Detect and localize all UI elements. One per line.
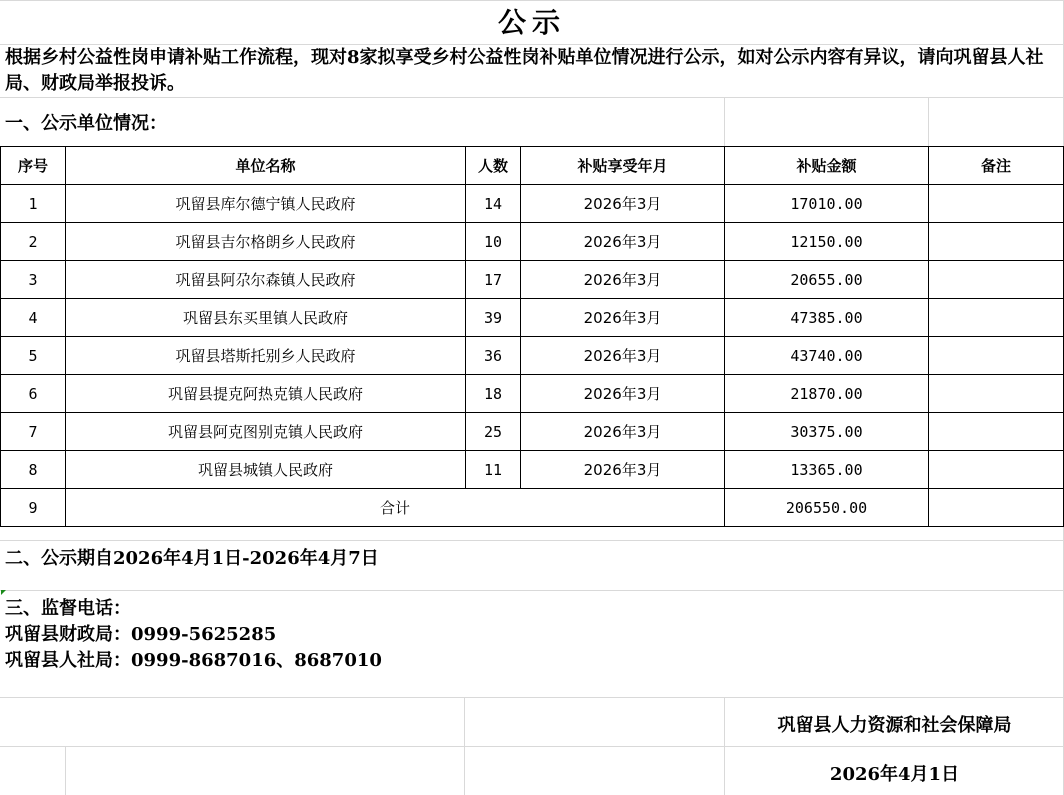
row-amount: 12150.00 [725,223,929,261]
table-total-row [1,489,1064,527]
row-amount: 30375.00 [725,413,929,451]
header-note: 备注 [929,147,1064,185]
row-no: 5 [1,337,66,375]
section-units-heading: 一、公示单位情况： [5,113,167,134]
total-amount: 206550.00 [725,489,929,527]
header-name: 单位名称 [66,147,466,185]
table-header-row [1,147,1064,185]
table-row [1,299,1064,337]
row-name: 巩留县城镇人民政府 [66,451,466,489]
row-amount: 20655.00 [725,261,929,299]
total-label: 合计 [66,489,725,527]
row-note [929,223,1064,261]
row-no: 7 [1,413,66,451]
page-title: 公示 [497,6,566,39]
row-note [929,185,1064,223]
section-period: 二、公示期自2026年4月1日-2026年4月7日 [5,548,379,569]
total-no: 9 [1,489,66,527]
row-month: 2026年3月 [521,413,725,451]
row-name: 巩留县塔斯托别乡人民政府 [66,337,466,375]
row-month: 2026年3月 [521,299,725,337]
row-amount: 21870.00 [725,375,929,413]
table-row [1,375,1064,413]
row-name: 巩留县提克阿热克镇人民政府 [66,375,466,413]
row-count: 39 [466,299,521,337]
header-count: 人数 [466,147,521,185]
row-name: 巩留县东买里镇人民政府 [66,299,466,337]
contact-finance: 巩留县财政局：0999-5625285 [5,624,277,645]
row-month: 2026年3月 [521,261,725,299]
row-note [929,337,1064,375]
table-row [1,413,1064,451]
row-amount: 13365.00 [725,451,929,489]
row-note [929,375,1064,413]
subsidy-table [0,146,1064,527]
row-name: 巩留县阿克图别克镇人民政府 [66,413,466,451]
row-name: 巩留县吉尔格朗乡人民政府 [66,223,466,261]
row-count: 18 [466,375,521,413]
row-amount: 47385.00 [725,299,929,337]
row-note [929,413,1064,451]
cell-comment-marker [1,590,6,595]
signature-date: 2026年4月1日 [829,764,960,785]
row-month: 2026年3月 [521,451,725,489]
row-no: 1 [1,185,66,223]
header-month: 补贴享受年月 [521,147,725,185]
row-name: 巩留县阿尕尔森镇人民政府 [66,261,466,299]
row-no: 6 [1,375,66,413]
row-amount: 43740.00 [725,337,929,375]
row-count: 36 [466,337,521,375]
table-row [1,451,1064,489]
row-count: 17 [466,261,521,299]
header-no: 序号 [1,147,66,185]
row-month: 2026年3月 [521,223,725,261]
row-count: 10 [466,223,521,261]
row-no: 2 [1,223,66,261]
row-month: 2026年3月 [521,337,725,375]
header-amount: 补贴金额 [725,147,929,185]
table-row [1,185,1064,223]
row-no: 8 [1,451,66,489]
row-name: 巩留县库尔德宁镇人民政府 [66,185,466,223]
row-month: 2026年3月 [521,375,725,413]
table-row [1,337,1064,375]
total-note [929,489,1064,527]
row-count: 25 [466,413,521,451]
contact-hr: 巩留县人社局：0999-8687016、8687010 [5,650,382,671]
row-count: 14 [466,185,521,223]
notice-text: 根据乡村公益性岗申请补贴工作流程，现对8家拟享受乡村公益性岗补贴单位情况进行公示，如对公示内容有异议，请向巩留县人社局、财政局举报投诉。 [5,47,1044,94]
table-row [1,261,1064,299]
row-note [929,261,1064,299]
table-row [1,223,1064,261]
contact-block [5,596,382,674]
row-count: 11 [466,451,521,489]
row-month: 2026年3月 [521,185,725,223]
section-phone-heading: 三、监督电话： [5,598,131,619]
signature-org: 巩留县人力资源和社会保障局 [777,715,1012,736]
row-no: 4 [1,299,66,337]
row-note [929,451,1064,489]
row-no: 3 [1,261,66,299]
row-amount: 17010.00 [725,185,929,223]
row-note [929,299,1064,337]
